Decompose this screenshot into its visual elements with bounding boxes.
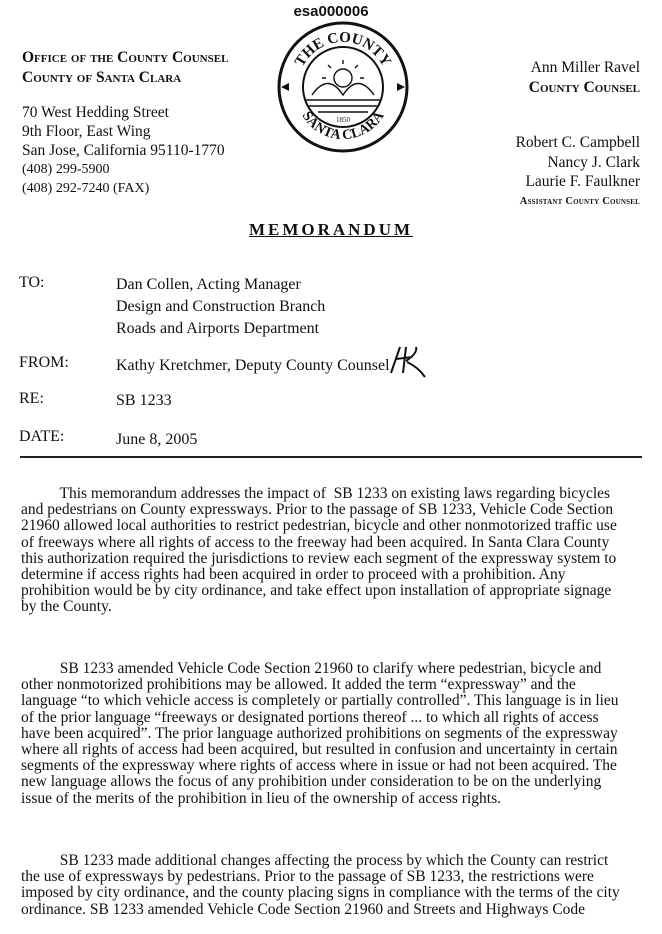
seal-year: 1850 [336, 116, 350, 124]
paragraph-line: 21960 allowed local authorities to restrict pedestrian, bicycle and other nonmotorized traffic use [21, 517, 617, 535]
re-value: SB 1233 [116, 392, 172, 409]
date-value: June 8, 2005 [116, 431, 198, 448]
body-paragraph-2 [21, 661, 641, 807]
seal-top-text: THE COUNTY [292, 29, 394, 70]
paragraph-line: SB 1233 amended Vehicle Code Section 21960 to clarify where pedestrian, bicycle and [21, 660, 602, 677]
county-counsel-name: Ann Miller Ravel [530, 59, 640, 76]
address-line-3: San Jose, California 95110-1770 [22, 142, 225, 159]
svg-text:SANTA CLARA [299, 108, 388, 143]
assistant-title: Assistant County Counsel [519, 195, 640, 207]
paragraph-line: and pedestrians on County expressways. Prior to the passage of SB 1233, Vehicle Code Section [21, 501, 614, 519]
to-line-2: Design and Construction Branch [116, 298, 326, 315]
from-value: Kathy Kretchmer, Deputy County Counsel [116, 357, 390, 374]
seal-bottom-text: SANTA CLARA [298, 108, 388, 144]
assistant-name-2: Nancy J. Clark [547, 153, 640, 171]
paragraph-line: ordinance. SB 1233 amended Vehicle Code Section 21960 and Streets and Highways Code [21, 900, 586, 918]
paragraph-line: SB 1233 made additional changes affecting the process by which the County can restrict [21, 852, 609, 869]
body-paragraph-3 [21, 853, 641, 918]
paragraph-line: prohibition would be by city ordinance, and take effect upon installation of appropriate signage [21, 582, 612, 600]
paragraph-line: segments of the expressway where rights of access where in issue or had not been acquired. The [21, 757, 617, 775]
paragraph-line: new language allows the focus of any prohibition under consideration to be on the underlying [21, 773, 602, 791]
county-name: County of Santa Clara [22, 69, 182, 86]
paragraph-line: This memorandum addresses the impact of SB 1233 on existing laws regarding bicycles [21, 485, 611, 502]
county-counsel-block [529, 58, 640, 98]
header-divider [20, 456, 642, 458]
date-label: DATE: [19, 428, 65, 445]
address-line-1: 70 West Hedding Street [22, 104, 169, 121]
to-label: TO: [19, 274, 45, 291]
fax-number: (408) 292-7240 (FAX) [22, 181, 150, 196]
memo-title: MEMORANDUM [248, 220, 414, 239]
address-line-2: 9th Floor, East Wing [22, 123, 151, 140]
phone-number: (408) 299-5900 [22, 162, 110, 177]
initials-signature-icon [388, 343, 428, 379]
assistant-name-1: Robert C. Campbell [515, 134, 640, 151]
document-id: esa000006 [293, 3, 369, 20]
paragraph-line: language “to which vehicle access is completely or partially controlled”. This language is in lieu [21, 692, 619, 710]
office-address [22, 103, 272, 198]
to-recipient [116, 274, 325, 340]
paragraph-line: issue of the merits of the prohibition in lieu of the ownership of access rights. [21, 789, 501, 807]
office-heading [22, 48, 272, 88]
county-seal-icon [276, 20, 410, 154]
paragraph-line: of freeways where all rights of access to the freeway had been acquired. In Santa Clara County [21, 533, 610, 551]
assistant-name-3: Laurie F. Faulkner [525, 173, 640, 190]
assistant-counsel-block [516, 133, 640, 211]
paragraph-line: the use of expressways by pedestrians. Prior to the passage of SB 1233, the restrictions were [21, 868, 594, 886]
county-counsel-title: County Counsel [528, 79, 640, 96]
paragraph-line: imposed by city ordinance, and the county placing signs in compliance with the terms of the city [21, 884, 620, 902]
paragraph-line: other nonmotorized prohibitions may be allowed. It added the term “expressway” and the [21, 676, 576, 694]
paragraph-line: have been acquired”. The prior language authorized prohibitions on segments of the expressway [21, 724, 618, 742]
office-name: Office of the County Counsel [22, 49, 229, 66]
re-label: RE: [19, 390, 44, 407]
paragraph-line: by the County. [21, 598, 112, 616]
to-line-3: Roads and Airports Department [116, 320, 320, 337]
paragraph-line: determine if access rights had been acquired in order to proceed with a prohibition. Any [21, 566, 566, 584]
paragraph-line: this authorization required the jurisdictions to review each segment of the expressway system to [21, 549, 617, 567]
paragraph-line: where all rights of access had been acquired, but resulted in confusion and uncertainty in certain [21, 741, 618, 759]
to-line-1: Dan Collen, Acting Manager [116, 276, 301, 293]
body-paragraph-1 [21, 486, 641, 616]
paragraph-line: of the prior language “freeways or designated portions thereof ... to which all rights of access [21, 708, 599, 726]
from-label: FROM: [19, 354, 69, 371]
